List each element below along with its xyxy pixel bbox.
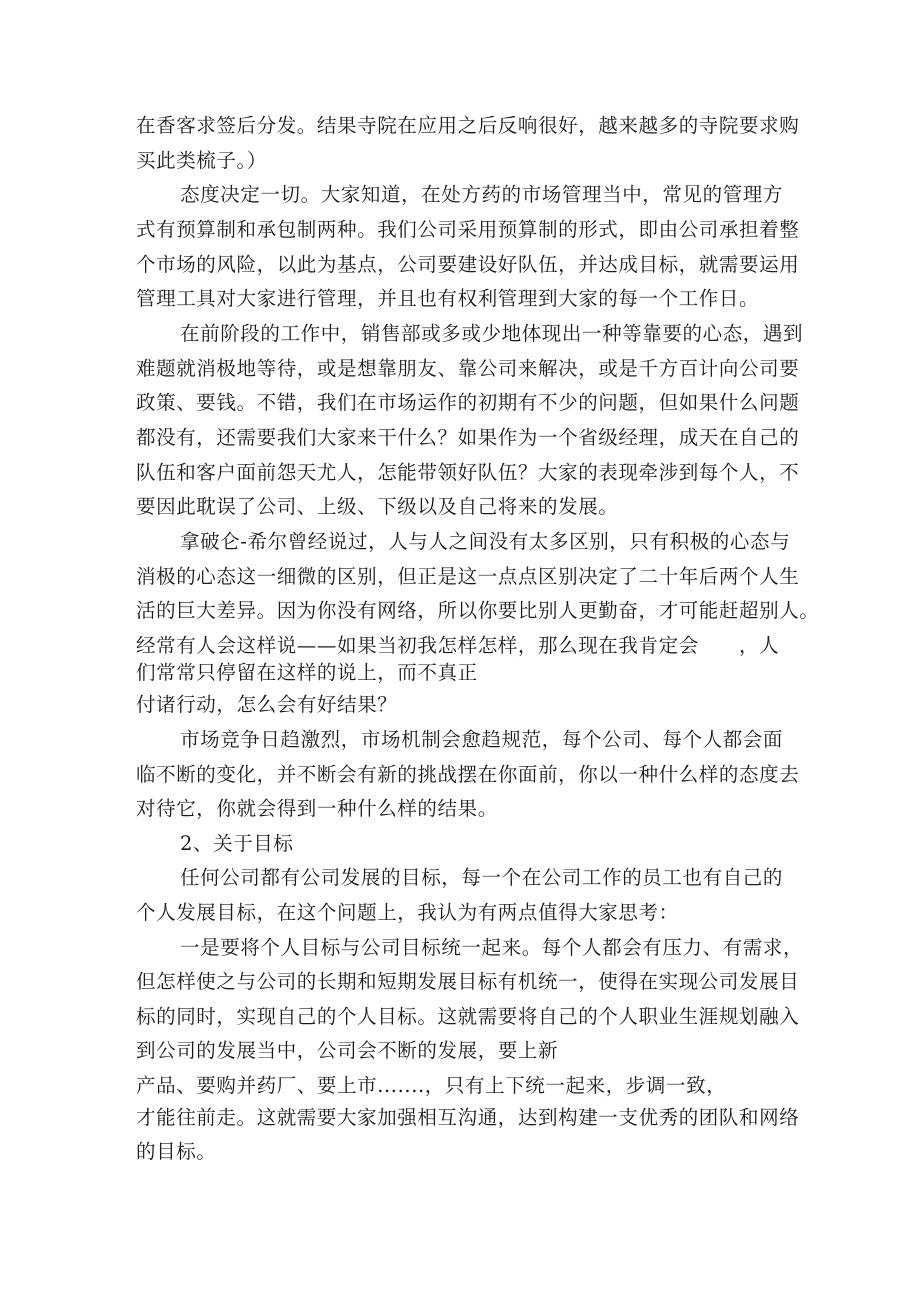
paragraph-first-line: 一是要将个人目标与公司目标统一起来。每个人都会有压力、有需求， [180,936,804,959]
paragraph-first-line: 任何公司都有公司发展的目标，每一个在公司工作的员工也有自己的 [180,866,784,889]
text-line: 产品、要购并药厂、要上市.......，只有上下统一起来，步调一致， [136,1074,727,1097]
text-line: 的目标。 [136,1140,217,1163]
text-line: 难题就消极地等待，或是想靠朋友、靠公司来解决，或是千方百计向公司要 [136,357,800,380]
text-line: 才能往前走。这就需要大家加强相互沟通，达到构建一支优秀的团队和网络 [136,1106,800,1129]
text-line: 管理工具对大家进行管理，并且也有权利管理到大家的每一个工作日。 [136,287,760,310]
text-line: 们常常只停留在这样的说上，而不真正 [136,661,478,684]
text-line: 要因此耽误了公司、上级、下级以及自己将来的发展。 [136,495,619,518]
text-line: 付诸行动，怎么会有好结果？ [136,693,398,716]
text-line: 活的巨大差异。因为你没有网络，所以你要比别人更勤奋，才可能赶超别人。 [136,599,820,622]
paragraph-first-line: 市场竞争日趋激烈，市场机制会愈趋规范，每个公司、每个人都会面 [180,728,784,751]
text-line: 政策、要钱。不错，我们在市场运作的初期有不少的问题，但如果什么问题 [136,391,800,414]
text-line: 临不断的变化，并不断会有新的挑战摆在你面前，你以一种什么样的态度去 [136,763,800,786]
text-line: 但怎样使之与公司的长期和短期发展目标有机统一，使得在实现公司发展目 [136,970,800,993]
paragraph-first-line: 拿破仑-希尔曾经说过，人与人之间没有太多区别，只有积极的心态与 [180,530,791,553]
text-line: 到公司的发展当中，公司会不断的发展，要上新 [136,1039,559,1062]
text-line: 买此类梳子。） [136,149,267,172]
text-line: 式有预算制和承包制两种。我们公司采用预算制的形式，即由公司承担着整 [136,218,800,241]
section-heading: 2、关于目标 [180,832,294,855]
text-line: 个市场的风险，以此为基点，公司要建设好队伍，并达成目标，就需要运用 [136,253,800,276]
text-line: 都没有，还需要我们大家来干什么？如果作为一个省级经理，成天在自己的 [136,426,800,449]
text-line: 标的同时，实现自己的个人目标。这就需要将自己的个人职业生涯规划融入 [136,1005,800,1028]
text-line: 在香客求签后分发。结果寺院在应用之后反响很好，越来越多的寺院要求购 [136,114,800,137]
text-line: 队伍和客户面前怨天尤人，怎能带领好队伍？大家的表现牵涉到每个人，不 [136,461,800,484]
text-line: 消极的心态这一细微的区别，但正是这一点点区别决定了二十年后两个人生 [136,565,800,588]
text-line: 对待它，你就会得到一种什么样的结果。 [136,797,498,820]
text-line: 个人发展目标，在这个问题上，我认为有两点值得大家思考： [136,901,679,924]
paragraph-first-line: 在前阶段的工作中，销售部或多或少地体现出一种等靠要的心态，遇到 [180,322,804,345]
text-line: 经常有人会这样说——如果当初我怎样怎样，那么现在我肯定会 ，人 [136,634,780,657]
paragraph-first-line: 态度决定一切。大家知道，在处方药的市场管理当中，常见的管理方 [180,183,784,206]
